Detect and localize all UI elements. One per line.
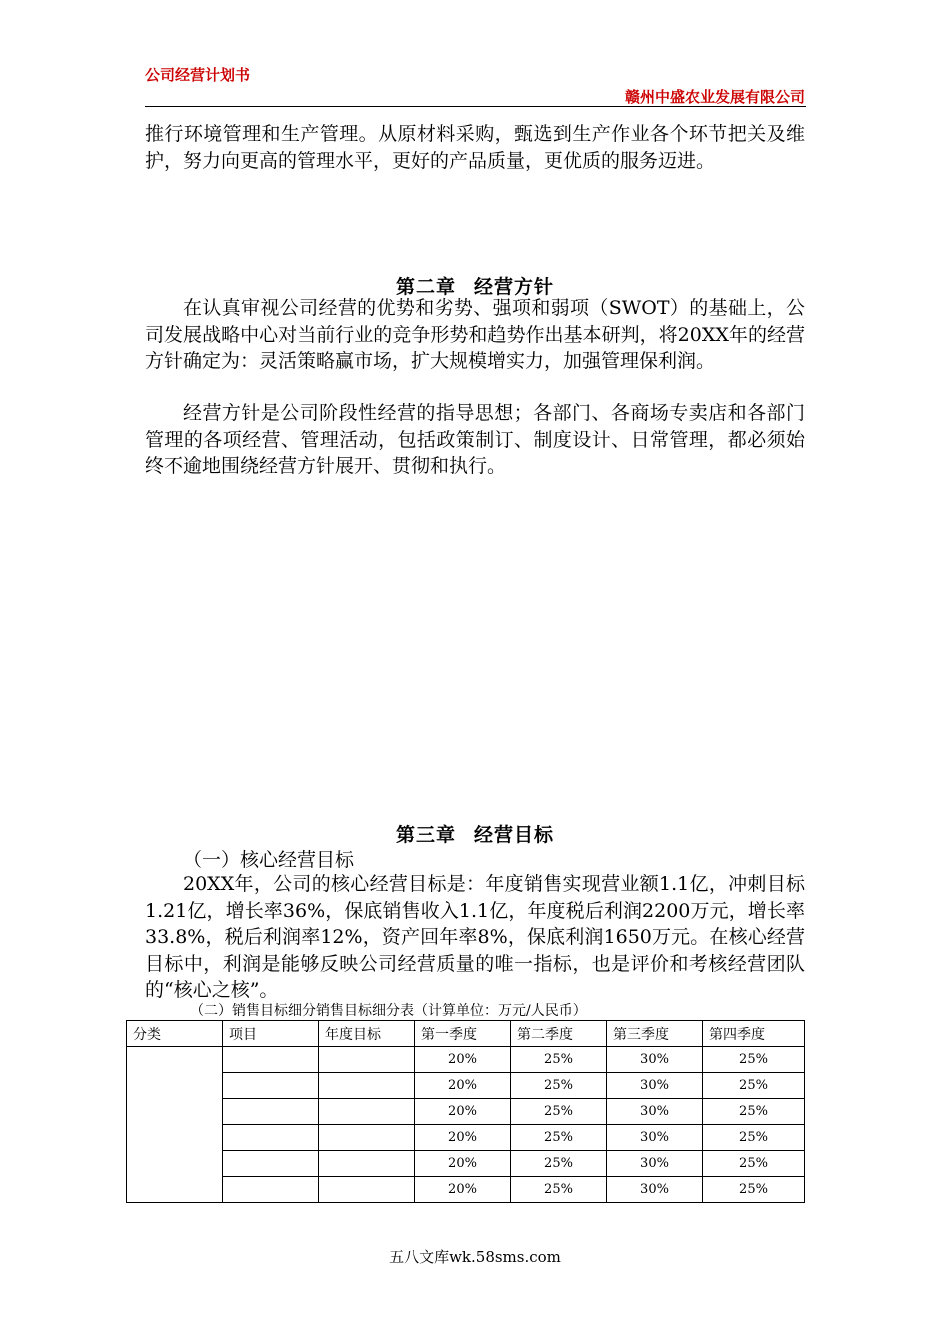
q1-cell: 20% <box>415 1073 511 1099</box>
q2-cell: 25% <box>511 1151 607 1177</box>
item-cell <box>223 1073 319 1099</box>
q2-cell: 25% <box>511 1047 607 1073</box>
q1-cell: 20% <box>415 1177 511 1203</box>
header-q4: 第四季度 <box>703 1021 805 1047</box>
header-category: 分类 <box>127 1021 223 1047</box>
q3-cell: 30% <box>607 1151 703 1177</box>
chapter2-number: 第二章 <box>395 276 456 298</box>
q4-cell: 25% <box>703 1151 805 1177</box>
chapter3-subheading: （一）核心经营目标 <box>183 849 355 871</box>
header-doc-title: 公司经营计划书 <box>145 66 251 84</box>
header-q3: 第三季度 <box>607 1021 703 1047</box>
q3-cell: 30% <box>607 1047 703 1073</box>
header-item: 项目 <box>223 1021 319 1047</box>
q4-cell: 25% <box>703 1125 805 1151</box>
annual-target-cell <box>319 1177 415 1203</box>
annual-target-cell <box>319 1151 415 1177</box>
q4-cell: 25% <box>703 1177 805 1203</box>
chapter3-number: 第三章 <box>395 824 456 846</box>
q4-cell: 25% <box>703 1099 805 1125</box>
item-cell <box>223 1099 319 1125</box>
q2-cell: 25% <box>511 1177 607 1203</box>
footer-watermark: 五八文库wk.58sms.com <box>389 1248 561 1266</box>
q2-cell: 25% <box>511 1125 607 1151</box>
table-row <box>127 1125 805 1151</box>
header-divider <box>145 106 806 107</box>
chapter2-paragraph-1: 在认真审视公司经营的优势和劣势、强项和弱项（SWOT）的基础上，公司发展战略中心对当前行业的竞争形势和趋势作出基本研判，将20XX年的经营方针确定为：灵活策略赢市场，扩大规模增实力，加强管理保利润。 <box>145 297 805 372</box>
chapter3-title: 经营目标 <box>474 824 555 846</box>
annual-target-cell <box>319 1099 415 1125</box>
item-cell <box>223 1125 319 1151</box>
q3-cell: 30% <box>607 1125 703 1151</box>
item-cell <box>223 1151 319 1177</box>
q1-cell: 20% <box>415 1047 511 1073</box>
chapter2-paragraph-2: 经营方针是公司阶段性经营的指导思想；各部门、各商场专卖店和各部门管理的各项经营、管理活动，包括政策制订、制度设计、日常管理，都必须始终不逾地围绕经营方针展开、贯彻和执行。 <box>145 402 805 477</box>
header-annual-target: 年度目标 <box>319 1021 415 1047</box>
header-q1: 第一季度 <box>415 1021 511 1047</box>
item-cell <box>223 1177 319 1203</box>
table-row <box>127 1047 805 1073</box>
intro-paragraph: 推行环境管理和生产管理。从原材料采购，甄选到生产作业各个环节把关及维护，努力向更高的管理水平，更好的产品质量，更优质的服务迈进。 <box>145 123 805 172</box>
q4-cell: 25% <box>703 1073 805 1099</box>
q1-cell: 20% <box>415 1099 511 1125</box>
item-cell <box>223 1047 319 1073</box>
sales-target-table <box>126 1020 805 1203</box>
chapter3-paragraph-1: 20XX年，公司的核心经营目标是：年度销售实现营业额1.1亿，冲刺目标1.21亿，增长率36%，保底销售收入1.1亿，年度税后利润2200万元，增长率33.8%，税后利润率12%，资产回年率8%，保底利润1650万元。在核心经营目标中，利润是能够反映公司经营质量的唯一指标，也是评价和考核经营团队的“核心之核”。 <box>145 873 805 1001</box>
table-header-row <box>127 1021 805 1047</box>
annual-target-cell <box>319 1125 415 1151</box>
table-caption: （二）销售目标细分销售目标细分表（计算单位：万元/人民币） <box>190 1003 587 1019</box>
q1-cell: 20% <box>415 1125 511 1151</box>
category-cell <box>127 1047 223 1203</box>
q3-cell: 30% <box>607 1099 703 1125</box>
table-row <box>127 1099 805 1125</box>
table-row <box>127 1177 805 1203</box>
chapter2-title: 经营方针 <box>474 276 555 298</box>
header-company-name: 赣州中盛农业发展有限公司 <box>624 88 805 106</box>
annual-target-cell <box>319 1073 415 1099</box>
q3-cell: 30% <box>607 1073 703 1099</box>
annual-target-cell <box>319 1047 415 1073</box>
table-row <box>127 1073 805 1099</box>
q1-cell: 20% <box>415 1151 511 1177</box>
q2-cell: 25% <box>511 1073 607 1099</box>
header-q2: 第二季度 <box>511 1021 607 1047</box>
chapter3-heading <box>145 820 805 847</box>
table-row <box>127 1151 805 1177</box>
q2-cell: 25% <box>511 1099 607 1125</box>
q4-cell: 25% <box>703 1047 805 1073</box>
q3-cell: 30% <box>607 1177 703 1203</box>
